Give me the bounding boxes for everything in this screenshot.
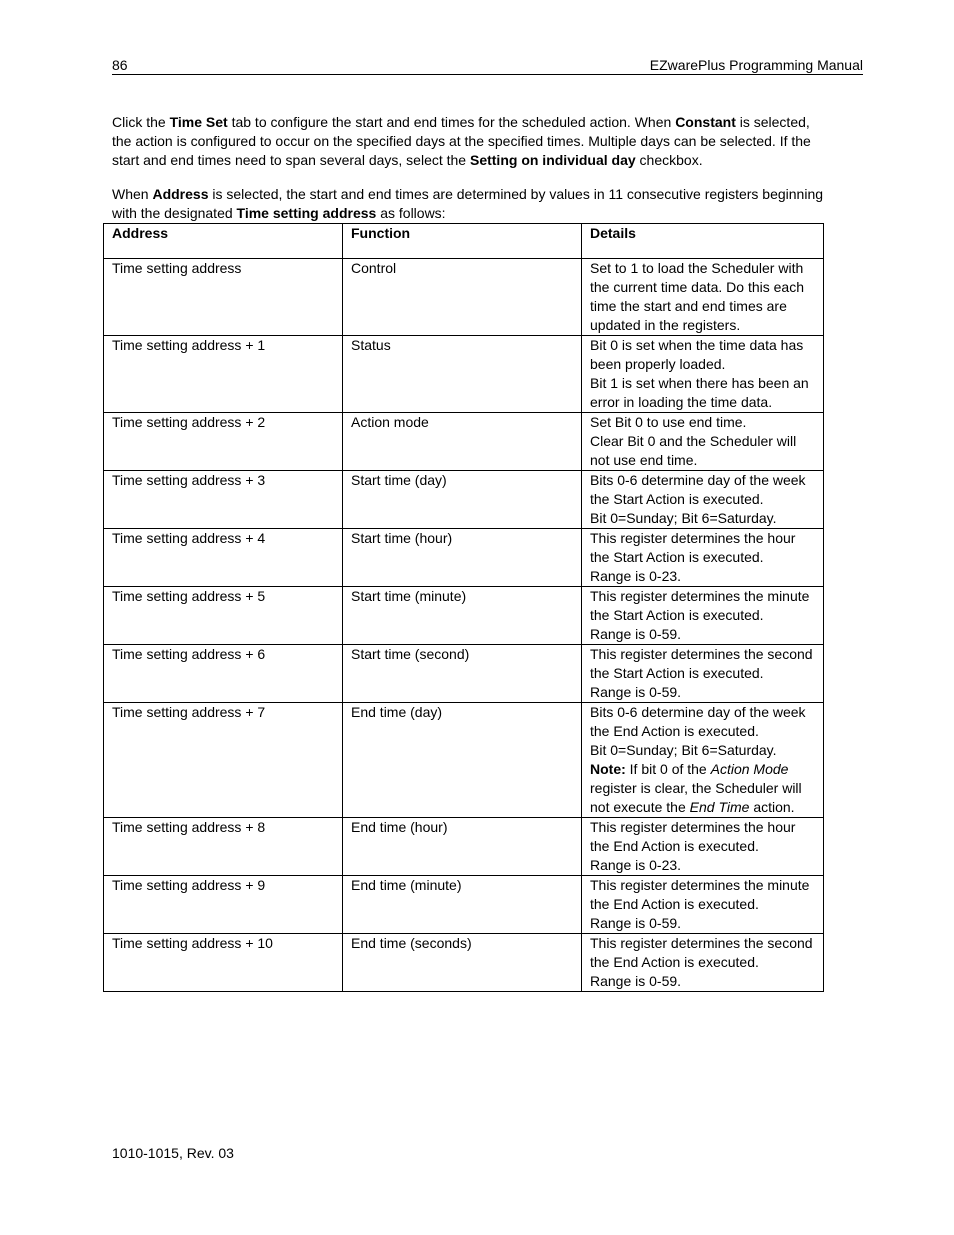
cell-address: Time setting address + 2	[104, 413, 343, 471]
time-set-term: Time Set	[169, 114, 228, 130]
table-row	[104, 934, 824, 992]
table-row	[104, 587, 824, 645]
intro-paragraph-address	[112, 185, 832, 223]
cell-details	[582, 413, 824, 471]
cell-function: Start time (minute)	[343, 587, 582, 645]
cell-details	[582, 818, 824, 876]
cell-details	[582, 703, 824, 818]
details-line: Range is 0-59.	[590, 626, 682, 642]
cell-details	[582, 934, 824, 992]
details-line: Bit 1 is set when there has been an error in loading the time data.	[590, 375, 809, 410]
text-run: When	[112, 186, 153, 202]
details-line: Range is 0-59.	[590, 973, 682, 989]
page-number: 86	[112, 57, 128, 73]
table-row	[104, 818, 824, 876]
cell-address: Time setting address	[104, 259, 343, 336]
cell-address: Time setting address + 10	[104, 934, 343, 992]
cell-address: Time setting address + 5	[104, 587, 343, 645]
cell-address: Time setting address + 1	[104, 336, 343, 413]
address-term: Address	[152, 186, 209, 202]
cell-address: Time setting address + 6	[104, 645, 343, 703]
details-line: Range is 0-23.	[590, 857, 682, 873]
details-line: Bits 0-6 determine day of the week the End Action is executed.	[590, 704, 806, 739]
doc-revision: 1010-1015, Rev. 03	[112, 1145, 234, 1161]
details-line: Bit 0=Sunday; Bit 6=Saturday.	[590, 742, 777, 758]
details-line: Range is 0-59.	[590, 915, 682, 931]
cell-function: End time (seconds)	[343, 934, 582, 992]
details-line: Set to 1 to load the Scheduler with the current time data. Do this each time the start and end times are updated in the registers.	[590, 260, 804, 333]
text-run: Click the	[112, 114, 170, 130]
page-header	[112, 56, 863, 75]
cell-details	[582, 876, 824, 934]
table-header-row	[104, 224, 824, 259]
details-line: Bit 0 is set when the time data has been properly loaded.	[590, 337, 804, 372]
details-line: Set Bit 0 to use end time.	[590, 414, 747, 430]
text-run: is selected, the action is configured to occur on the specified days at the specified times. Multiple days can be selected. If the start and end times need to span several days, select the	[112, 114, 811, 168]
column-header-function: Function	[343, 224, 582, 259]
text-run: as follows:	[376, 205, 446, 221]
details-line: Bit 0=Sunday; Bit 6=Saturday.	[590, 510, 777, 526]
details-note	[590, 760, 815, 817]
details-line: Range is 0-23.	[590, 568, 682, 584]
cell-function: Action mode	[343, 413, 582, 471]
cell-address: Time setting address + 9	[104, 876, 343, 934]
table-row	[104, 471, 824, 529]
details-line: Range is 0-59.	[590, 684, 682, 700]
note-run: End Time	[689, 799, 750, 815]
table-row	[104, 876, 824, 934]
cell-address: Time setting address + 8	[104, 818, 343, 876]
text-run: checkbox.	[635, 152, 703, 168]
intro-paragraph-time-set	[112, 113, 832, 170]
cell-details	[582, 471, 824, 529]
cell-function: Control	[343, 259, 582, 336]
note-run: Note:	[590, 761, 626, 777]
column-header-details: Details	[582, 224, 824, 259]
details-line: This register determines the second the Start Action is executed.	[590, 646, 813, 681]
register-table	[103, 223, 824, 992]
cell-details	[582, 529, 824, 587]
table-row	[104, 703, 824, 818]
details-line: This register determines the hour the End Action is executed.	[590, 819, 796, 854]
cell-function: Status	[343, 336, 582, 413]
details-line: Bits 0-6 determine day of the week the Start Action is executed.	[590, 472, 806, 507]
cell-address: Time setting address + 3	[104, 471, 343, 529]
manual-title: EZwarePlus Programming Manual	[649, 57, 863, 73]
details-line: This register determines the minute the End Action is executed.	[590, 877, 810, 912]
cell-details	[582, 259, 824, 336]
cell-details	[582, 336, 824, 413]
cell-function: Start time (day)	[343, 471, 582, 529]
details-line: This register determines the second the End Action is executed.	[590, 935, 813, 970]
cell-details	[582, 645, 824, 703]
details-line: This register determines the minute the Start Action is executed.	[590, 588, 810, 623]
time-setting-address-term: Time setting address	[236, 205, 377, 221]
text-run: is selected, the start and end times are determined by values in 11 consecutive registers beginning with the designated	[112, 186, 824, 221]
note-run: Action Mode	[710, 761, 789, 777]
details-line: This register determines the hour the Start Action is executed.	[590, 530, 796, 565]
note-run: action.	[749, 799, 795, 815]
text-run: tab to configure the start and end times for the scheduled action. When	[227, 114, 676, 130]
cell-function: Start time (second)	[343, 645, 582, 703]
cell-function: End time (day)	[343, 703, 582, 818]
note-run: If bit 0 of the	[625, 761, 711, 777]
constant-term: Constant	[675, 114, 736, 130]
table-row	[104, 336, 824, 413]
cell-address: Time setting address + 7	[104, 703, 343, 818]
details-line: Clear Bit 0 and the Scheduler will not use end time.	[590, 433, 797, 468]
cell-details	[582, 587, 824, 645]
table-row	[104, 413, 824, 471]
cell-function: End time (hour)	[343, 818, 582, 876]
note-run: register is clear, the Scheduler will not execute the	[590, 780, 802, 815]
table-row	[104, 259, 824, 336]
cell-function: Start time (hour)	[343, 529, 582, 587]
cell-function: End time (minute)	[343, 876, 582, 934]
table-row	[104, 645, 824, 703]
setting-on-individual-day-term: Setting on individual day	[469, 152, 636, 168]
cell-address: Time setting address + 4	[104, 529, 343, 587]
table-row	[104, 529, 824, 587]
column-header-address: Address	[104, 224, 343, 259]
